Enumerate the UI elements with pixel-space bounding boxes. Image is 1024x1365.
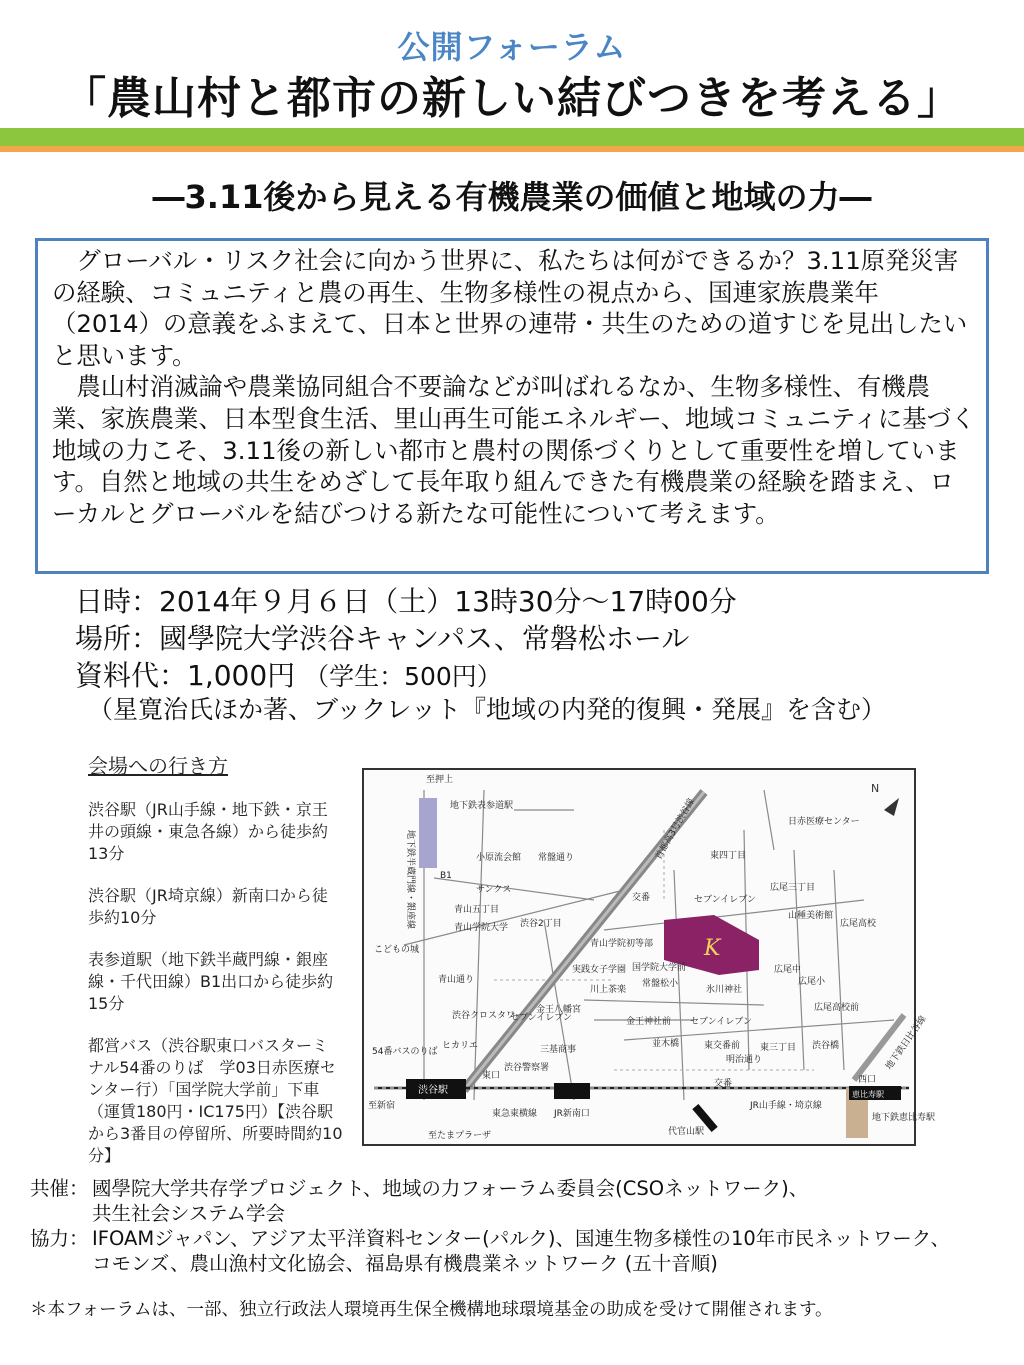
map-label: JR山手線・埼京線	[750, 1101, 822, 1111]
map-label: セブンイレブン	[690, 1017, 752, 1027]
map-label: 地下鉄半蔵門線・銀座線	[405, 830, 415, 930]
map-label: 常盤通り	[538, 853, 575, 863]
access-heading: 会場への行き方	[88, 754, 228, 778]
map-label: 恵比寿駅	[852, 1090, 884, 1099]
coop-label: 協力：	[30, 1227, 89, 1250]
credits	[30, 1176, 950, 1276]
map-label: 国学院大学前	[632, 963, 687, 973]
event-datetime: 日時：2014年９月６日（土）13時30分～17時00分	[75, 585, 737, 618]
map-label: 至押上	[426, 775, 454, 785]
map-label: B1	[440, 871, 452, 881]
map-label: 常盤松小	[642, 979, 679, 989]
page-subtitle: ―3.11後から見える有機農業の価値と地域の力―	[152, 178, 872, 216]
map-label: 至新宿	[368, 1101, 396, 1111]
svg-text:N: N	[871, 782, 880, 795]
access-item-4: 都営バス（渋谷駅東口バスターミナル54番のりば 学03日赤医療センター行）「国学院大学前」下車（運賃180円・IC175円）【渋谷駅から3番目の停留所、所要時間約10分】	[88, 1036, 343, 1165]
map-label: 小原流会館	[476, 853, 522, 863]
map-label: 川上茶楽	[590, 985, 627, 995]
map-label: 実践女子学園	[572, 965, 627, 975]
map-label: 首都高3号渋谷線	[653, 796, 697, 862]
event-fee-student: （学生：500円）	[304, 662, 502, 691]
map-label: 地下鉄日比谷線	[884, 1014, 929, 1072]
map-label: 金王八幡宮	[536, 1005, 582, 1015]
map-label: 地下鉄表参道駅	[450, 801, 514, 811]
page-title: 「農山村と都市の新しい結びつきを考える」	[62, 73, 962, 124]
map-label: 東交番前	[704, 1041, 741, 1051]
map-label: 西口	[858, 1075, 877, 1085]
map-label: 渋谷橋	[812, 1041, 840, 1051]
access-map	[362, 768, 936, 1146]
map-label: 広尾高校前	[814, 1003, 860, 1013]
coop-names-line-1: IFOAMジャパン、アジア太平洋資料センター(パルク)、国連生物多様性の10年市民ネットワーク、	[92, 1227, 950, 1250]
intro-paragraph-2: 農山村消滅論や農業協同組合不要論などが叫ばれるなか、生物多様性、有機農業、家族農業、日本型食生活、里山再生可能エネルギー、地域コミュニティに基づく地域の力こそ、3.11後の新しい都市と農村の関係づくりとして重要性を増しています。自然と地域の共生をめざして長年取り組んできた有機農業の経験を踏まえ、ローカルとグローバルを結びつける新たな可能性について考えます。	[52, 372, 976, 528]
map-label: 地下鉄恵比寿駅	[872, 1113, 936, 1123]
map-label: 金王神社前	[626, 1017, 672, 1027]
map-label: 明治通り	[726, 1055, 763, 1065]
north-arrow-icon	[871, 782, 899, 816]
kokugakuin-logo: K	[704, 936, 721, 961]
intro-paragraph-1: グローバル・リスク社会に向かう世界に、私たちは何ができるか？3.11原発災害の経験、コミュニティと農の再生、生物多様性の視点から、国連家族農業年（2014）の意義をふまえて、日本と世界の連帯・共生のための道すじを見出したいと思います。	[52, 246, 968, 370]
footnote: ＊本フォーラムは、一部、独立行政法人環境再生保全機構地球環境基金の助成を受けて開催されます。	[30, 1300, 833, 1320]
map-label: 渋谷駅	[418, 1085, 448, 1096]
coop-row-cont	[30, 1251, 950, 1276]
map-label: 東四丁目	[710, 851, 747, 861]
host-names-line-2: 共生社会システム学会	[92, 1202, 286, 1225]
event-info	[75, 583, 737, 695]
host-row-cont	[30, 1201, 950, 1226]
map-label: 青山学院初等部	[590, 939, 654, 949]
host-names-line-1: 國學院大学共存学プロジェクト、地域の力フォーラム委員会(CSOネットワーク)、	[92, 1177, 809, 1200]
map-label: 渋谷クロスタワー	[452, 1011, 525, 1021]
access-map-svg	[364, 770, 936, 1144]
map-label: 日赤医療センター	[788, 817, 860, 827]
access-item-3: 表参道駅（地下鉄半蔵門線・銀座線・千代田線）B1出口から徒歩約15分	[88, 950, 334, 1013]
access-directions	[88, 755, 343, 1187]
event-fee: 資料代：1,000円	[75, 659, 296, 692]
map-label: 青山学院大学	[454, 923, 509, 933]
map-label: 交番	[632, 893, 651, 903]
map-label: 渋谷警察署	[504, 1063, 550, 1073]
map-label: 三基商事	[540, 1045, 577, 1055]
access-item-2: 渋谷駅（JR埼京線）新南口から徒歩約10分	[88, 886, 328, 927]
map-label: 広尾高校	[840, 919, 877, 929]
forum-label: 公開フォーラム	[397, 28, 627, 66]
intro-box	[35, 238, 989, 574]
map-label: 青山五丁目	[454, 905, 500, 915]
map-label: 交番	[714, 1079, 733, 1089]
map-label: 山種美術館	[788, 911, 834, 921]
map-label: 広尾中	[774, 965, 802, 975]
map-label: 東口	[482, 1071, 501, 1081]
coop-row	[30, 1226, 950, 1251]
map-label: ヒカリエ	[442, 1041, 478, 1051]
map-label: 至たまプラーザ	[428, 1131, 492, 1141]
map-label: セブンイレブン	[510, 1013, 572, 1023]
map-label: こどもの城	[374, 945, 420, 955]
host-row	[30, 1176, 950, 1201]
map-label: 東急東横線	[492, 1109, 538, 1119]
map-label: 54番バスのりば	[372, 1047, 438, 1057]
access-item-1: 渋谷駅（JR山手線・地下鉄・京王井の頭線・東急各線）から徒歩約13分	[88, 800, 329, 863]
map-label: 広尾小	[798, 977, 826, 987]
event-booklet-note: （星寛治氏ほか著、ブックレット『地域の内発的復興・発展』を含む）	[88, 695, 887, 724]
header-band-orange	[0, 146, 1024, 152]
map-label: サンクス	[476, 885, 512, 895]
map-label: JR新南口	[554, 1109, 590, 1119]
map-label: 青山通り	[438, 975, 475, 985]
header-band-green	[0, 128, 1024, 146]
map-label: 並木橋	[652, 1039, 680, 1049]
map-label: 氷川神社	[706, 985, 743, 995]
jr-shinminami-marker	[554, 1083, 590, 1099]
event-venue: 場所：國學院大学渋谷キャンパス、常磐松ホール	[75, 622, 690, 655]
coop-names-line-2: コモンズ、農山漁村文化協会、福島県有機農業ネットワーク (五十音順)	[92, 1252, 718, 1275]
map-label: セブンイレブン	[694, 895, 756, 905]
host-label: 共催：	[30, 1177, 89, 1200]
map-label: 代官山駅	[668, 1127, 705, 1137]
map-label: 広尾三丁目	[770, 883, 816, 893]
map-label: 渋谷2丁目	[520, 919, 562, 929]
map-label: 東三丁目	[760, 1043, 797, 1053]
